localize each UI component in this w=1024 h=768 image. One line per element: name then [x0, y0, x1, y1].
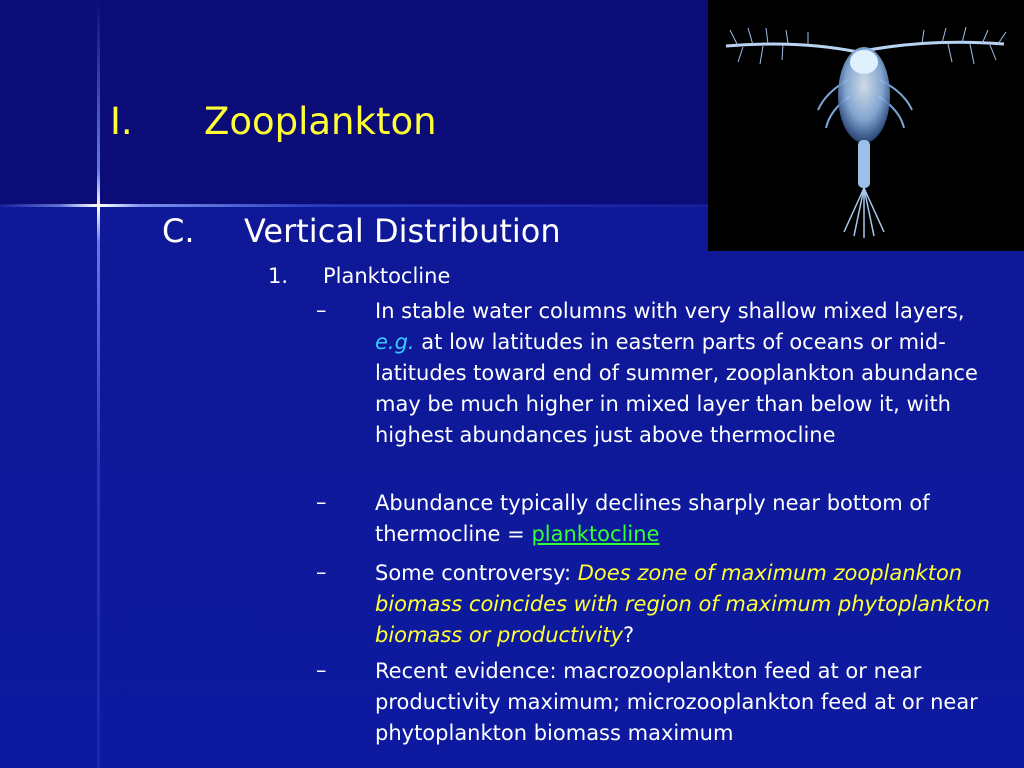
bullet-dash: –	[316, 658, 327, 682]
heading-numeral: I.	[110, 100, 133, 143]
bullet-text-part: Abundance typically declines sharply near bottom of thermocline =	[375, 491, 930, 546]
decor-star-flare	[97, 172, 100, 242]
copepod-photo	[708, 0, 1024, 251]
planktocline-link[interactable]: planktocline	[531, 522, 660, 546]
bullet-dash: –	[316, 560, 327, 584]
item-numeral: 1.	[268, 264, 289, 288]
bullet-text-part: In stable water columns with very shallow mixed layers,	[375, 299, 965, 323]
bullet-text	[375, 488, 1005, 550]
bullet-text	[375, 296, 1005, 451]
example-abbrev: e.g.	[375, 330, 415, 354]
heading-title: Zooplankton	[204, 100, 437, 143]
bullet-text-part: Some controversy:	[375, 561, 578, 585]
subheading-numeral: C.	[162, 212, 195, 250]
bullet-text	[375, 558, 1005, 651]
bullet-text-part: ?	[623, 623, 635, 647]
bullet-text-part: at low latitudes in eastern parts of oceans or mid-latitudes toward end of summer, zooplankton abundance may be much higher in mixed layer than below it, with highest abundances just above thermocline	[375, 330, 978, 447]
bullet-text	[375, 656, 1005, 749]
bullet-text-part: Recent evidence: macrozooplankton feed at or near productivity maximum; microzooplankton feed at or near phytoplankton biomass maximum	[375, 659, 978, 745]
controversy-question: Does zone of maximum zooplankton biomass coincides with region of maximum phytoplankton biomass or productivity	[375, 561, 990, 647]
subheading-title: Vertical Distribution	[244, 212, 561, 250]
bullet-dash: –	[316, 298, 327, 322]
decor-vertical-line	[97, 0, 100, 768]
decor-star-flare-h	[60, 204, 140, 207]
item-title: Planktocline	[323, 264, 451, 288]
bullet-dash: –	[316, 490, 327, 514]
